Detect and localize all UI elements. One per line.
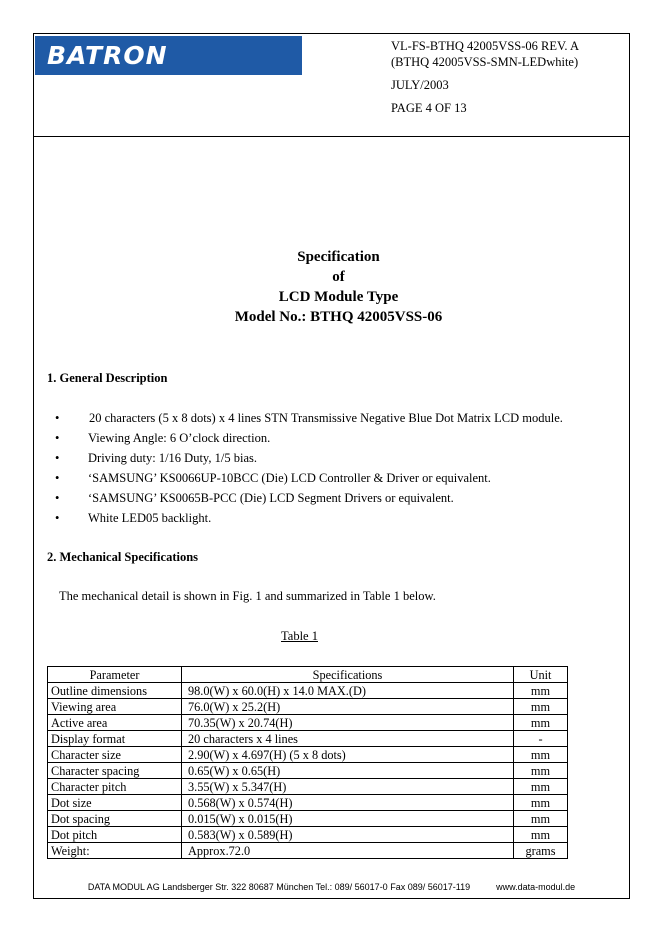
list-item [55,408,563,428]
param-cell: Character size [48,747,182,763]
footer-website: www.data-modul.de [496,882,576,892]
mechanical-paragraph: The mechanical detail is shown in Fig. 1 and summarized in Table 1 below. [59,589,436,603]
general-description-list [55,408,563,528]
list-item-text: ‘SAMSUNG’ KS0065B-PCC (Die) LCD Segment Drivers or equivalent. [88,491,454,505]
section-heading-mechanical: 2. Mechanical Specifications [47,550,199,564]
title-line-1: Specification [297,249,380,265]
page-title [33,247,644,327]
bullet-icon: • [55,451,60,465]
spec-cell: 3.55(W) x 5.347(H) [182,779,514,795]
table-caption: Table 1 [281,629,318,643]
table-row [48,699,568,715]
spec-cell: 0.583(W) x 0.589(H) [182,827,514,843]
unit-cell: mm [514,715,568,731]
unit-cell: mm [514,811,568,827]
page-number: PAGE 4 OF 13 [391,101,467,115]
param-cell: Dot pitch [48,827,182,843]
unit-cell: mm [514,779,568,795]
header-specifications: Specifications [182,667,514,683]
unit-cell: - [514,731,568,747]
unit-cell: mm [514,683,568,699]
document-info [391,38,579,116]
bullet-icon: • [55,491,60,505]
table-row [48,827,568,843]
title-line-4: Model No.: BTHQ 42005VSS-06 [234,309,443,325]
spec-cell: 2.90(W) x 4.697(H) (5 x 8 dots) [182,747,514,763]
spec-cell: 70.35(W) x 20.74(H) [182,715,514,731]
footer-company: DATA MODUL AG Landsberger Str. 322 80687 München Tel.: 089/ 56017-0 Fax 089/ 56017-119 [87,882,471,892]
param-cell: Character spacing [48,763,182,779]
table-row [48,763,568,779]
table-row [48,683,568,699]
bullet-icon: • [55,511,60,525]
param-cell: Outline dimensions [48,683,182,699]
param-cell: Active area [48,715,182,731]
unit-cell: mm [514,699,568,715]
table-row [48,715,568,731]
doc-date: JULY/2003 [391,78,449,92]
spec-cell: 0.015(W) x 0.015(H) [182,811,514,827]
list-item-text: White LED05 backlight. [88,511,212,525]
list-item-text: ‘SAMSUNG’ KS0066UP-10BCC (Die) LCD Controller & Driver or equivalent. [88,471,491,485]
header-divider [33,136,630,137]
title-line-3: LCD Module Type [278,289,399,305]
table-row [48,795,568,811]
param-cell: Dot spacing [48,811,182,827]
table-header-row [48,667,568,683]
page-footer [33,882,630,892]
spec-cell: 0.65(W) x 0.65(H) [182,763,514,779]
list-item [55,468,563,488]
param-cell: Weight: [48,843,182,859]
table-row [48,779,568,795]
title-line-2: of [332,269,345,285]
spec-cell: Approx.72.0 [182,843,514,859]
section-heading-general: 1. General Description [47,371,168,385]
unit-cell: mm [514,827,568,843]
unit-cell: grams [514,843,568,859]
param-cell: Dot size [48,795,182,811]
batron-logo: BATRON [35,36,302,75]
spec-cell: 76.0(W) x 25.2(H) [182,699,514,715]
list-item [55,488,563,508]
list-item-text: 20 characters (5 x 8 dots) x 4 lines STN Transmissive Negative Blue Dot Matrix LCD module. [89,411,563,425]
list-item-text: Viewing Angle: 6 O’clock direction. [88,431,271,445]
unit-cell: mm [514,795,568,811]
doc-id: VL-FS-BTHQ 42005VSS-06 REV. A [391,39,579,53]
spec-table [47,666,568,859]
table-row [48,747,568,763]
param-cell: Viewing area [48,699,182,715]
table-row [48,811,568,827]
table-row [48,731,568,747]
header-parameter: Parameter [48,667,182,683]
list-item [55,428,563,448]
spec-cell: 20 characters x 4 lines [182,731,514,747]
unit-cell: mm [514,763,568,779]
bullet-icon: • [55,431,60,445]
spec-cell: 0.568(W) x 0.574(H) [182,795,514,811]
spec-cell: 98.0(W) x 60.0(H) x 14.0 MAX.(D) [182,683,514,699]
list-item [55,508,563,528]
list-item [55,448,563,468]
list-item-text: Driving duty: 1/16 Duty, 1/5 bias. [88,451,257,465]
bullet-icon: • [55,471,60,485]
bullet-icon: • [55,411,60,425]
param-cell: Display format [48,731,182,747]
table-row [48,843,568,859]
unit-cell: mm [514,747,568,763]
param-cell: Character pitch [48,779,182,795]
header-unit: Unit [514,667,568,683]
doc-variant: (BTHQ 42005VSS-SMN-LEDwhite) [391,55,579,69]
